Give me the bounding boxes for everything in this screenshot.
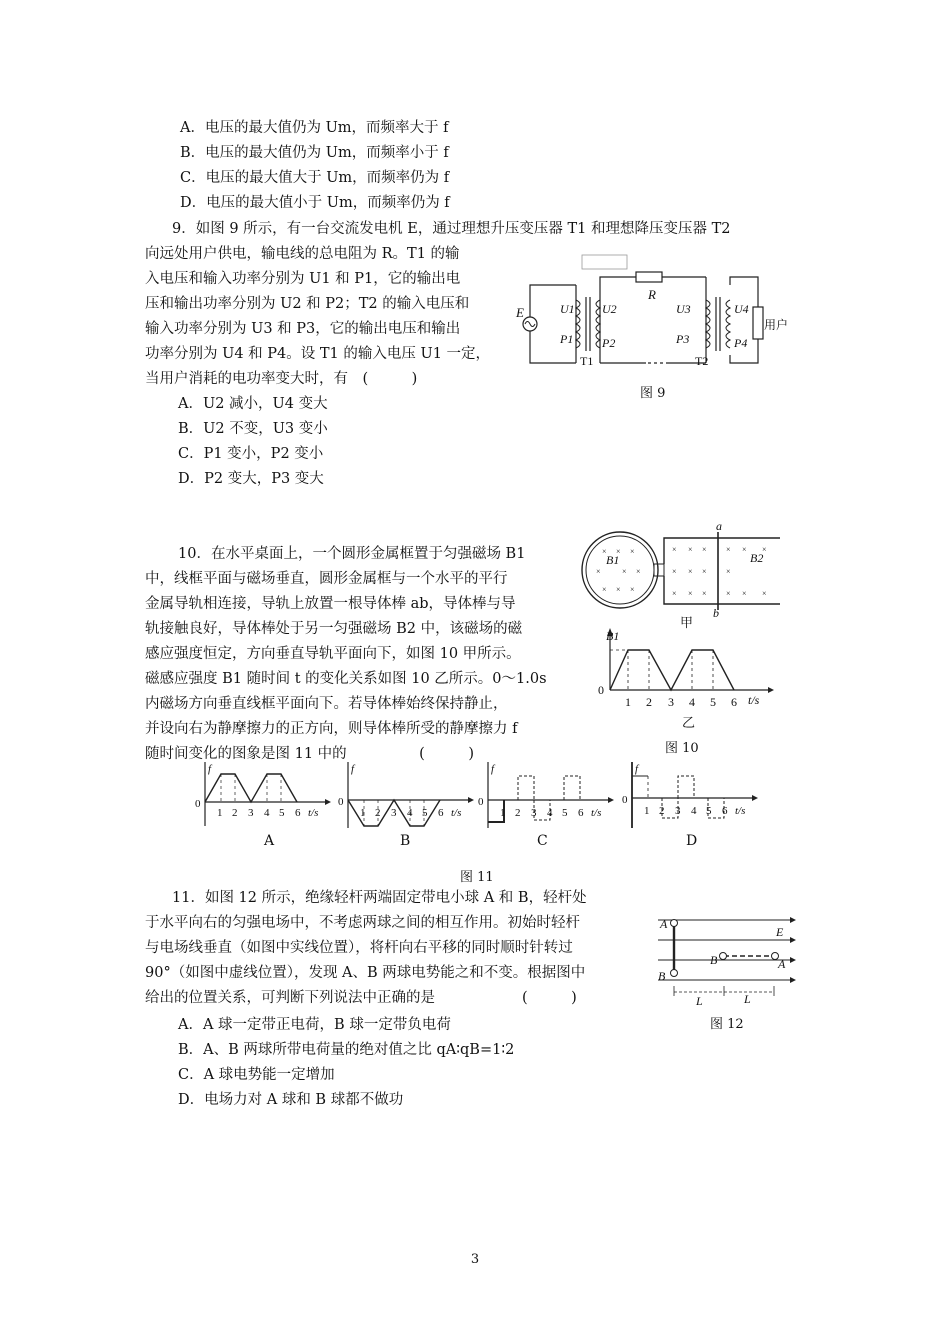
figure-9-circuit [510, 255, 800, 375]
svg-text:×: × [742, 589, 747, 598]
svg-text:t/s: t/s [591, 807, 602, 819]
svg-text:5: 5 [422, 807, 428, 819]
svg-text:3: 3 [391, 807, 397, 819]
figure-11-label-d: D [686, 833, 698, 849]
figure-10-yi-label: 乙 [682, 716, 696, 731]
svg-text:1: 1 [625, 695, 631, 709]
svg-text:6: 6 [731, 695, 737, 709]
svg-text:6: 6 [578, 807, 584, 819]
svg-text:5: 5 [706, 805, 712, 817]
svg-text:t/s: t/s [748, 693, 760, 707]
svg-text:P4: P4 [734, 336, 748, 350]
q9-line-3: 入电压和输入功率分别为 U1 和 P1，它的输出电 [145, 271, 461, 287]
svg-text:2: 2 [232, 807, 238, 819]
svg-text:×: × [702, 545, 707, 554]
q11-option-d: D．电场力对 A 球和 B 球都不做功 [178, 1092, 404, 1108]
svg-text:P2: P2 [602, 336, 616, 350]
svg-text:f: f [351, 763, 355, 775]
q9-line-7: 当用户消耗的电功率变大时，有 ( ) [145, 371, 418, 387]
svg-text:×: × [672, 567, 677, 576]
svg-text:4: 4 [689, 695, 695, 709]
svg-text:×: × [636, 567, 641, 576]
svg-text:E: E [776, 925, 784, 939]
q8-option-c: C．电压的最大值大于 Um，而频率仍为 f [180, 170, 450, 186]
q10-line-4: 轨接触良好，导体棒处于另一匀强磁场 B2 中，该磁场的磁 [145, 621, 523, 637]
figure-11-panel-a [195, 760, 335, 830]
svg-text:0: 0 [478, 796, 484, 808]
q10-line-6: 磁感应强度 B1 随时间 t 的变化关系如图 10 乙所示。0～1.0s [145, 671, 547, 687]
q9-option-d: D．P2 变大，P3 变大 [178, 471, 324, 487]
figure-11-panel-b [338, 760, 478, 830]
figure-10-jia-label: 甲 [680, 616, 694, 631]
q9-line-5: 输入功率分别为 U3 和 P3，它的输出电压和输出 [145, 321, 461, 337]
svg-text:2: 2 [375, 807, 381, 819]
svg-text:T1: T1 [580, 354, 594, 368]
svg-text:E: E [516, 305, 524, 320]
svg-text:2: 2 [659, 805, 665, 817]
q9-option-a: A．U2 减小，U4 变大 [178, 396, 328, 412]
svg-text:×: × [702, 589, 707, 598]
svg-text:t/s: t/s [308, 807, 319, 819]
svg-text:R: R [648, 287, 656, 302]
svg-text:3: 3 [531, 807, 537, 819]
svg-text:0: 0 [598, 683, 604, 697]
svg-text:0: 0 [195, 798, 201, 810]
q11-option-c: C．A 球电势能一定增加 [178, 1067, 335, 1083]
svg-text:B1: B1 [606, 553, 620, 567]
svg-text:6: 6 [295, 807, 301, 819]
page-number: 3 [470, 1252, 480, 1267]
svg-text:×: × [672, 589, 677, 598]
svg-text:4: 4 [691, 805, 697, 817]
q11-line-2: 于水平向右的匀强电场中，不考虑两球之间的相互作用。初始时轻杆 [145, 915, 580, 931]
svg-text:a: a [716, 519, 722, 533]
svg-text:2: 2 [646, 695, 652, 709]
q10-line-9: 随时间变化的图象是图 11 中的 ( ) [145, 746, 474, 762]
svg-text:×: × [688, 589, 693, 598]
figure-10-yi [598, 628, 778, 718]
q10-line-1: 10．在水平桌面上，一个圆形金属框置于匀强磁场 B1 [178, 546, 526, 562]
svg-text:×: × [672, 545, 677, 554]
svg-text:1: 1 [360, 807, 366, 819]
q8-option-a: A．电压的最大值仍为 Um，而频率大于 f [180, 120, 449, 136]
svg-text:×: × [622, 567, 627, 576]
svg-text:2: 2 [515, 807, 521, 819]
q10-line-8: 并设向右为静摩擦力的正方向，则导体棒所受的静摩擦力 f [145, 721, 518, 737]
svg-text:f: f [491, 763, 495, 775]
svg-text:3: 3 [668, 695, 674, 709]
svg-text:P3: P3 [676, 332, 690, 346]
svg-text:t/s: t/s [735, 805, 746, 817]
svg-text:×: × [762, 545, 767, 554]
q10-line-5: 感应强度恒定，方向垂直导轨平面向下，如图 10 甲所示。 [145, 646, 521, 662]
svg-text:1: 1 [644, 805, 650, 817]
q9-line-6: 功率分别为 U4 和 P4。设 T1 的输入电压 U1 一定， [145, 346, 491, 362]
figure-11-label-a: A [264, 833, 275, 849]
figure-11-panel-d [622, 760, 762, 830]
svg-text:3: 3 [675, 805, 681, 817]
svg-text:×: × [596, 567, 601, 576]
svg-text:×: × [726, 545, 731, 554]
svg-text:1: 1 [500, 807, 506, 819]
svg-text:3: 3 [248, 807, 254, 819]
svg-text:×: × [616, 547, 621, 556]
q10-line-7: 内磁场方向垂直线框平面向下。若导体棒始终保持静止， [145, 696, 508, 712]
svg-text:×: × [742, 545, 747, 554]
q9-option-b: B．U2 不变，U3 变小 [178, 421, 328, 437]
svg-text:U4: U4 [734, 302, 749, 316]
q9-line-4: 压和输出功率分别为 U2 和 P2；T2 的输入电压和 [145, 296, 470, 312]
figure-12-field [650, 912, 800, 1012]
svg-text:×: × [630, 585, 635, 594]
svg-text:6: 6 [722, 805, 728, 817]
svg-text:B1: B1 [606, 629, 620, 643]
svg-text:T2: T2 [695, 354, 709, 368]
q11-option-b: B．A、B 两球所带电荷量的绝对值之比 qA∶qB=1∶2 [178, 1042, 515, 1058]
svg-text:5: 5 [562, 807, 568, 819]
svg-text:U3: U3 [676, 302, 691, 316]
figure-11-panel-c [478, 760, 618, 830]
svg-text:×: × [762, 589, 767, 598]
svg-text:×: × [602, 547, 607, 556]
svg-text:×: × [726, 589, 731, 598]
svg-text:U2: U2 [602, 302, 617, 316]
q11-line-3: 与电场线垂直（如图中实线位置），将杆向右平移的同时顺时针转过 [145, 940, 573, 956]
svg-text:×: × [688, 545, 693, 554]
svg-text:4: 4 [547, 807, 553, 819]
svg-text:1: 1 [217, 807, 223, 819]
svg-text:5: 5 [710, 695, 716, 709]
q11-line-5: 给出的位置关系，可判断下列说法中正确的是 ( ) [145, 990, 577, 1006]
q9-line-2: 向远处用户供电，输电线的总电阻为 R。T1 的输 [145, 246, 460, 262]
svg-text:B2: B2 [750, 551, 764, 565]
svg-text:4: 4 [407, 807, 413, 819]
svg-text:0: 0 [622, 794, 628, 806]
figure-11-caption: 图 11 [460, 870, 494, 885]
figure-12-caption: 图 12 [710, 1017, 744, 1032]
svg-text:A: A [660, 917, 668, 931]
q8-option-b: B．电压的最大值仍为 Um，而频率小于 f [180, 145, 449, 161]
figure-10-jia [580, 519, 790, 620]
q9-option-c: C．P1 变小，P2 变小 [178, 446, 324, 462]
svg-text:0: 0 [338, 796, 344, 808]
q10-line-3: 金属导轨相连接，导轨上放置一根导体棒 ab，导体棒与导 [145, 596, 516, 612]
svg-text:×: × [630, 547, 635, 556]
figure-11-label-c: C [537, 833, 548, 849]
svg-text:P1: P1 [560, 332, 574, 346]
svg-text:b: b [713, 606, 719, 620]
svg-text:×: × [702, 567, 707, 576]
q11-option-a: A．A 球一定带正电荷，B 球一定带负电荷 [178, 1017, 451, 1033]
svg-text:×: × [688, 567, 693, 576]
figure-9-caption: 图 9 [640, 386, 666, 401]
svg-text:4: 4 [264, 807, 270, 819]
svg-text:×: × [726, 567, 731, 576]
figure-10-caption: 图 10 [665, 741, 699, 756]
svg-text:6: 6 [438, 807, 444, 819]
svg-text:5: 5 [279, 807, 285, 819]
svg-text:L: L [696, 994, 703, 1008]
svg-text:U1: U1 [560, 302, 575, 316]
svg-text:用户: 用户 [764, 318, 789, 332]
svg-text:×: × [602, 585, 607, 594]
svg-text:×: × [616, 585, 621, 594]
q10-line-2: 中，线框平面与磁场垂直，圆形金属框与一个水平的平行 [145, 571, 508, 587]
q11-line-1: 11．如图 12 所示，绝缘轻杆两端固定带电小球 A 和 B，轻杆处 [172, 890, 587, 906]
q8-option-d: D．电压的最大值小于 Um，而频率仍为 f [180, 195, 450, 211]
figure-11-label-b: B [400, 833, 411, 849]
q11-line-4: 90°（如图中虚线位置），发现 A、B 两球电势能之和不变。根据图中 [145, 965, 586, 981]
svg-text:L: L [744, 992, 751, 1006]
svg-text:f: f [208, 763, 212, 775]
svg-text:t/s: t/s [451, 807, 462, 819]
svg-text:f: f [635, 763, 639, 775]
svg-text:B: B [658, 969, 666, 983]
q9-line-1: 9．如图 9 所示，有一台交流发电机 E，通过理想升压变压器 T1 和理想降压变压器 T2 [172, 221, 731, 237]
svg-text:A: A [778, 957, 786, 971]
svg-text:B: B [710, 953, 718, 967]
